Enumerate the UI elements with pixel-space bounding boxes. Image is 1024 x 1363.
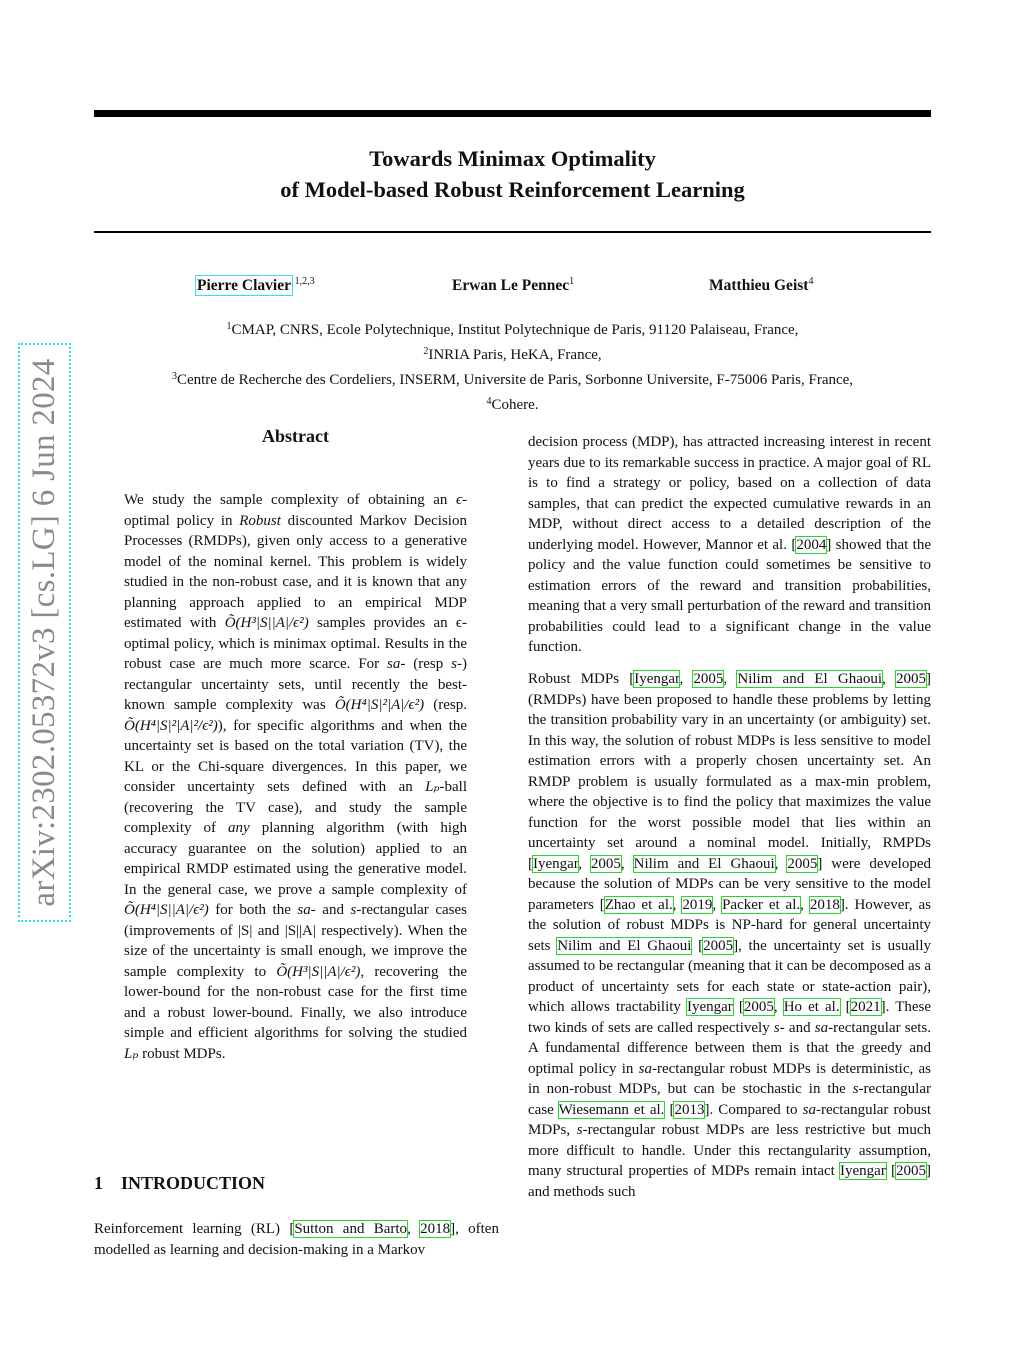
body-text: ], the uncertainty set is usually assumed to be rectangular (meaning that it can be decomposed as a product of uncertainty sets for each state or state-action pair), which allows tractability xyxy=(528,937,931,1015)
body-text: ] (RMDPs) have been proposed to handle these problems by letting the transition probability vary in an uncertainty (or ambiguity) set. In this way, the solution of robust MDPs is less sensitive to model estimation errors with a properly chosen uncertainty set. An RMDP problem is usually formulated as a max-min problem, where the objective is to find the policy that maximizes the value function for the worst possible model that lies within an uncertainty set around a nominal model. Initially, RMPDs [ xyxy=(528,671,932,872)
author-1-link[interactable]: Pierre Clavier xyxy=(197,277,291,294)
top-rule xyxy=(94,110,931,117)
body-text: , xyxy=(712,896,723,913)
math-s: s xyxy=(773,1019,780,1036)
citation-link[interactable]: 2021 xyxy=(850,999,881,1015)
body-text: , xyxy=(774,855,788,872)
body-text: [ xyxy=(845,999,851,1015)
body-text: Robust MDPs [ xyxy=(528,671,635,687)
intro-paragraph xyxy=(94,1219,499,1260)
abs-text: planning algorithm (with high accuracy guarantee on the solution) applied to an empirical RMDP estimated using the generative model. In the general case, we prove a sample complexity of xyxy=(124,820,467,898)
abs-math-lp: Lₚ xyxy=(124,1045,139,1062)
citation-link[interactable]: 2013 xyxy=(674,1101,705,1118)
abs-text: , recovering the lower-bound for the non-robust case for the first time and a robust lower-bound. Finally, we also introduce simple and efficient algorithms for solving the studied xyxy=(124,963,467,1041)
intro-text: Reinforcement learning (RL) [ xyxy=(94,1221,295,1237)
title-rule xyxy=(94,231,931,233)
abs-math-eps: ϵ xyxy=(455,492,462,508)
abs-text: discounted Markov Decision Processes (RMDPs), given only access to a generative model of the nominal kernel. This problem is widely studied in the non-robust case, and it is known that any planning approach applied to an empirical MDP estimated with xyxy=(124,512,467,631)
math-sa: sa xyxy=(802,1101,816,1118)
abs-math-lp: Lₚ xyxy=(425,779,440,795)
arxiv-id-link[interactable]: arXiv:2302.05372v3 [cs.LG] 6 Jun 2024 xyxy=(20,345,69,920)
abs-math-s: s xyxy=(350,902,357,918)
body-text: , xyxy=(679,671,694,687)
affiliation-2-sup: 2 xyxy=(423,346,429,357)
abs-text: robust MDPs. xyxy=(138,1045,226,1062)
body-text: , xyxy=(672,896,683,913)
affiliation-1 xyxy=(94,316,931,341)
body-text: ]. However, as the solution of robust MDPs is NP-hard for general uncertainty sets xyxy=(528,896,932,954)
citation-link[interactable]: 2018 xyxy=(420,1221,451,1237)
author-2-sup: 1 xyxy=(569,276,575,287)
citation-link[interactable]: 2005 xyxy=(590,855,621,872)
math-sa: sa xyxy=(814,1019,829,1036)
body-text: , xyxy=(800,896,810,913)
abs-math-complexity-4: Õ(H⁴|S||A|/ϵ²) xyxy=(124,902,209,918)
affiliation-1-text: CMAP, CNRS, Ecole Polytechnique, Institut Polytechnique de Paris, 91120 Palaiseau, France, xyxy=(231,322,799,338)
citation-link[interactable]: 2019 xyxy=(682,896,713,913)
body-text: decision process (MDP), has attracted increasing interest in recent years due to its remarkable success in practice. A major goal of RL is to find a strategy or policy, based on a collection of data samples, that can predict the expected cumulative rewards in an MDP, without direct access to a detailed description of the underlying model. However, Mannor et al. [ xyxy=(528,434,931,553)
affiliation-2-text: INRIA Paris, HeKA, France, xyxy=(428,347,602,363)
body-text: -rectangular robust MDPs, xyxy=(528,1101,931,1138)
citation-link[interactable]: 2005 xyxy=(787,855,818,872)
abs-emph-robust: Robust xyxy=(239,512,281,529)
abs-text: - (resp xyxy=(400,656,452,672)
body-text: -rectangular robust MDPs are less restrictive but much more difficult to handle. Under this rectangularity assumption, many structural properties of MDPs remain intact xyxy=(528,1122,932,1179)
body-text: , xyxy=(882,671,897,687)
body-text: ]. These two kinds of sets are called respectively xyxy=(528,999,932,1036)
affiliation-4-text: Cohere. xyxy=(491,397,539,413)
body-text: ]. Compared to xyxy=(704,1101,803,1118)
body-text: -rectangular case xyxy=(528,1081,931,1118)
citation-link[interactable]: Wiesemann et al. xyxy=(558,1101,665,1118)
right-paragraph-2 xyxy=(528,669,931,1202)
author-2-name: Erwan Le Pennec xyxy=(452,277,570,294)
author-1-sup: 1,2,3 xyxy=(294,276,315,287)
title-line-2: of Model-based Robust Reinforcement Learning xyxy=(280,177,745,202)
math-s: s xyxy=(852,1081,859,1097)
citation-link[interactable]: 2005 xyxy=(743,999,774,1015)
right-paragraph-1 xyxy=(528,432,931,658)
math-sa: sa xyxy=(638,1060,652,1077)
affiliations xyxy=(94,316,931,416)
abs-text: -ball (recovering the TV case), and study the sample complexity of xyxy=(124,779,467,836)
abs-math-complexity-5: Õ(H³|S||A|/ϵ²) xyxy=(276,963,361,980)
body-text: , xyxy=(723,671,738,687)
section-heading xyxy=(94,1173,265,1194)
abs-text: -) rectangular uncertainty sets, until recently the best-known sample complexity was xyxy=(124,656,467,713)
body-text: -rectangular sets. A fundamental difference between them is that the greedy and optimal policy in xyxy=(528,1019,931,1077)
citation-link[interactable]: Iyengar xyxy=(634,671,680,687)
citation-link[interactable]: Ho et al. xyxy=(783,999,840,1015)
abs-text: We study the sample complexity of obtaining an xyxy=(124,492,448,508)
abs-math-complexity-2: Õ(H⁴|S|²|A|/ϵ²) xyxy=(334,697,425,713)
citation-link[interactable]: Sutton and Barto xyxy=(294,1221,408,1237)
abs-math-sa: sa xyxy=(297,902,311,918)
affiliation-3-sup: 3 xyxy=(171,371,177,382)
citation-link[interactable]: Packer et al. xyxy=(722,896,801,913)
abs-text: ), for specific algorithms and when the uncertainty set is based on the total variation (TV), the KL or the Chi-square divergences. In this paper, we consider uncertainty sets defined with an xyxy=(124,717,467,795)
author-3 xyxy=(709,276,813,295)
body-text: [ xyxy=(698,937,704,954)
body-text: ] and methods such xyxy=(528,1163,932,1200)
title-line-1: Towards Minimax Optimality xyxy=(369,146,656,171)
author-3-name: Matthieu Geist xyxy=(709,277,809,294)
section-number: 1 xyxy=(94,1173,103,1193)
body-text: ] were developed because the solution of MDPs can be very sensitive to the model parameters [ xyxy=(528,855,932,913)
abs-text: samples provides an ϵ-optimal policy, which is minimax optimal. Results in the robust case are much more scarce. For xyxy=(124,615,467,672)
citation-link[interactable]: Nilim and El Ghaoui xyxy=(633,855,775,872)
section-title: INTRODUCTION xyxy=(121,1173,266,1193)
abstract-heading: Abstract xyxy=(262,426,329,446)
affiliation-3 xyxy=(94,366,931,391)
affiliation-3-text: Centre de Recherche des Cordeliers, INSERM, Universite de Paris, Sorbonne Universite, F-75006 Paris, France, xyxy=(176,372,854,388)
author-1 xyxy=(197,276,315,295)
abs-math-complexity-3: Õ(H⁴|S|²|A|²/ϵ²) xyxy=(124,717,218,734)
body-text: , xyxy=(620,855,634,872)
abs-text: - and xyxy=(310,902,351,918)
intro-text: , xyxy=(407,1221,421,1237)
abs-math-sa: sa xyxy=(387,656,401,672)
abs-text: -optimal policy in xyxy=(124,492,467,529)
affiliation-4 xyxy=(94,391,931,416)
abs-math-s: s xyxy=(451,656,457,672)
abstract-body xyxy=(124,490,467,1064)
body-text: [ xyxy=(738,999,744,1015)
citation-link[interactable]: 2005 xyxy=(703,937,734,954)
paper-title xyxy=(94,143,931,205)
abs-text: (resp. xyxy=(424,697,467,713)
abs-text: for both the xyxy=(208,902,298,918)
affiliation-4-sup: 4 xyxy=(486,396,492,407)
body-text: , xyxy=(578,855,591,872)
body-text: [ xyxy=(891,1163,897,1179)
citation-link[interactable]: Zhao et al. xyxy=(604,896,673,913)
math-s: s xyxy=(576,1122,583,1138)
citation-link[interactable]: Nilim and El Ghaoui xyxy=(557,937,692,954)
author-2 xyxy=(452,276,574,295)
citation-link[interactable]: Nilim and El Ghaoui xyxy=(737,671,883,687)
citation-link[interactable]: Iyengar xyxy=(533,855,579,872)
citation-link[interactable]: 2005 xyxy=(896,1163,927,1179)
body-text: - and xyxy=(779,1019,815,1036)
intro-text: ], often modelled as learning and decision-making in a Markov xyxy=(94,1221,499,1258)
body-text: ] showed that the policy and the value function could sometimes be sensitive to estimation errors of the reward and transition probabilities, meaning that a very small perturbation of the reward and transition probabilities could lead to a significant change in the value function. xyxy=(528,536,932,655)
citation-link[interactable]: 2004 xyxy=(796,536,827,553)
affiliation-1-sup: 1 xyxy=(226,321,232,332)
citation-link[interactable]: Iyengar xyxy=(687,999,733,1015)
abs-math-complexity-1: Õ(H³|S||A|/ϵ²) xyxy=(224,615,309,631)
affiliation-2 xyxy=(94,341,931,366)
citation-link[interactable]: 2005 xyxy=(693,671,724,687)
citation-link[interactable]: Iyengar xyxy=(840,1163,886,1179)
author-3-sup: 4 xyxy=(808,276,814,287)
body-text: , xyxy=(773,999,784,1015)
abs-text: -rectangular cases (improvements of |S| and |S||A| respectively). When the size of the uncertainty is small enough, we improve the sample complexity to xyxy=(124,902,467,980)
citation-link[interactable]: 2018 xyxy=(809,896,840,913)
body-text: [ xyxy=(669,1101,675,1118)
citation-link[interactable]: 2005 xyxy=(896,671,927,687)
body-text: -rectangular robust MDPs is deterministic, as in non-robust MDPs, but can be stochastic in the xyxy=(528,1060,931,1097)
abs-emph-any: any xyxy=(228,820,250,836)
